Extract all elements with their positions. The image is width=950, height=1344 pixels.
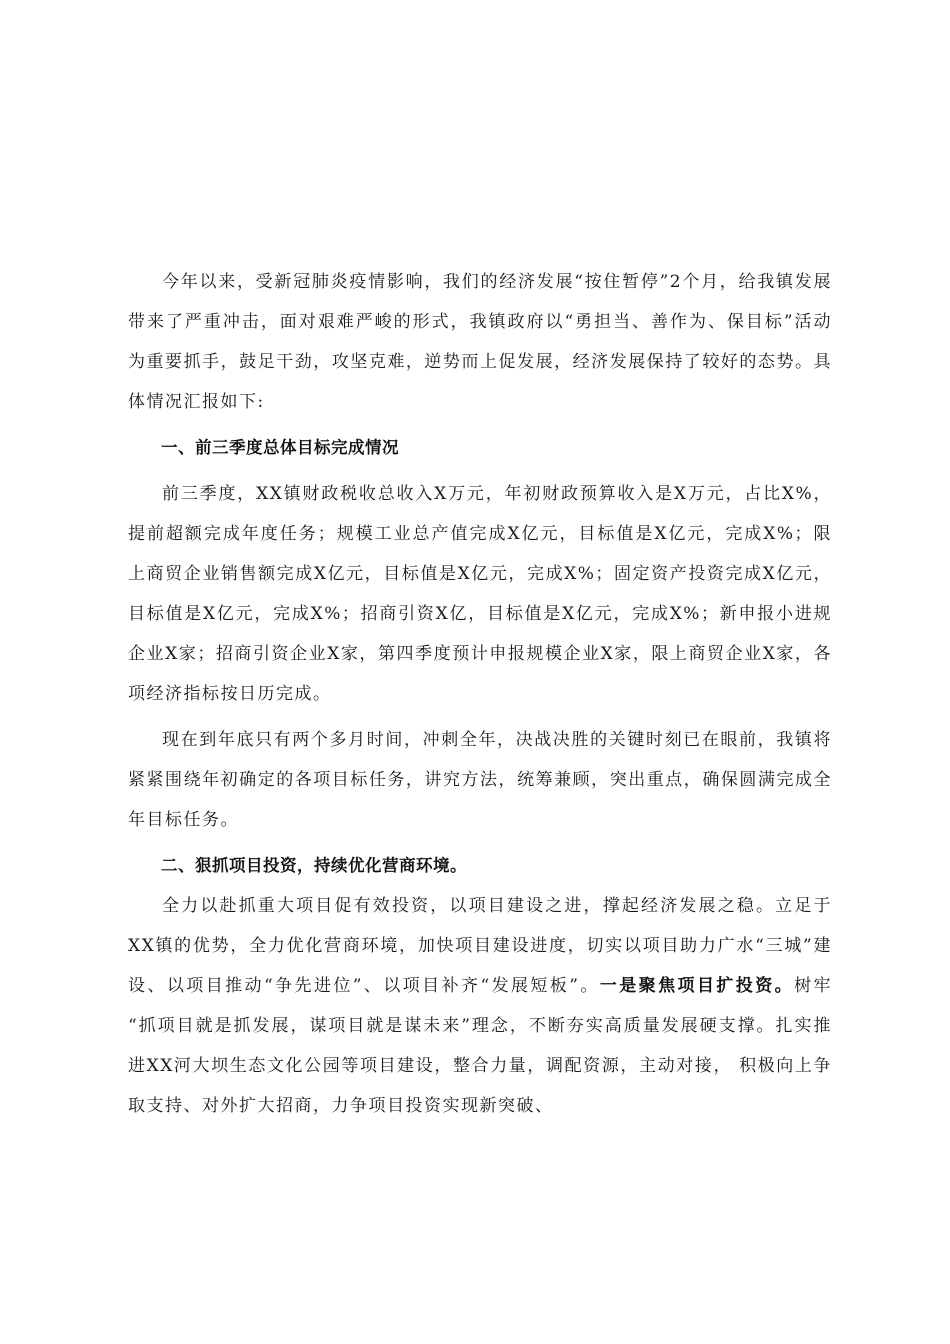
section-2-point-1-lead: 一是聚焦项目扩投资。 bbox=[599, 976, 795, 996]
section-1-heading: 一、前三季度总体目标完成情况 bbox=[161, 438, 399, 457]
section-1-paragraph-2: 现在到年底只有两个多月时间，冲刺全年，决战决胜的关键时刻已在眼前，我镇将紧紧围绕年初确定的各项目标任务，讲究方法，统筹兼顾，突出重点，确保圆满完成全年目标任务。 bbox=[128, 730, 832, 830]
intro-paragraph: 今年以来，受新冠肺炎疫情影响，我们的经济发展“按住暂停”2个月，给我镇发展带来了严重冲击，面对艰难严峻的形式，我镇政府以“勇担当、善作为、保目标”活动为重要抓手，鼓足干劲，攻坚克难，逆势而上促发展，经济发展保持了较好的态势。具体情况汇报如下: bbox=[128, 272, 832, 412]
section-2-paragraph-1-end: 树牢 “抓项目就是抓发展，谋项目就是谋未来”理念，不断夯实高质量发展硬支撑。扎实推进XX河大坝生态文化公园等项目建设，整合力量，调配资源，主动对接， 积极向上争取支持、对外扩大招商，力争项目投资实现新突破、 bbox=[128, 976, 833, 1116]
document-body bbox=[128, 262, 832, 1126]
section-2-heading: 二、狠抓项目投资，持续优化营商环境。 bbox=[161, 856, 467, 875]
section-2-paragraph-1-start: 全力以赴抓重大项目促有效投资，以项目建设之进，撑起经济发展之稳。立足于XX镇的优势，全力优化营商环境，加快项目建设进度，切实以项目助力广水“三城”建设、以项目推动“争先进位”、以项目补齐“发展短板”。 bbox=[128, 896, 832, 996]
section-2-paragraph-1 bbox=[128, 886, 832, 1126]
section-1-paragraph-1: 前三季度，XX镇财政税收总收入X万元，年初财政预算收入是X万元，占比X%，提前超额完成年度任务；规模工业总产值完成X亿元，目标值是X亿元，完成X%；限上商贸企业销售额完成X亿元，目标值是X亿元，完成X%；固定资产投资完成X亿元，目标值是X亿元，完成X%；招商引资X亿，目标值是X亿元，完成X%；新申报小进规企业X家；招商引资企业X家，第四季度预计申报规模企业X家，限上商贸企业X家，各项经济指标按日历完成。 bbox=[128, 484, 832, 704]
